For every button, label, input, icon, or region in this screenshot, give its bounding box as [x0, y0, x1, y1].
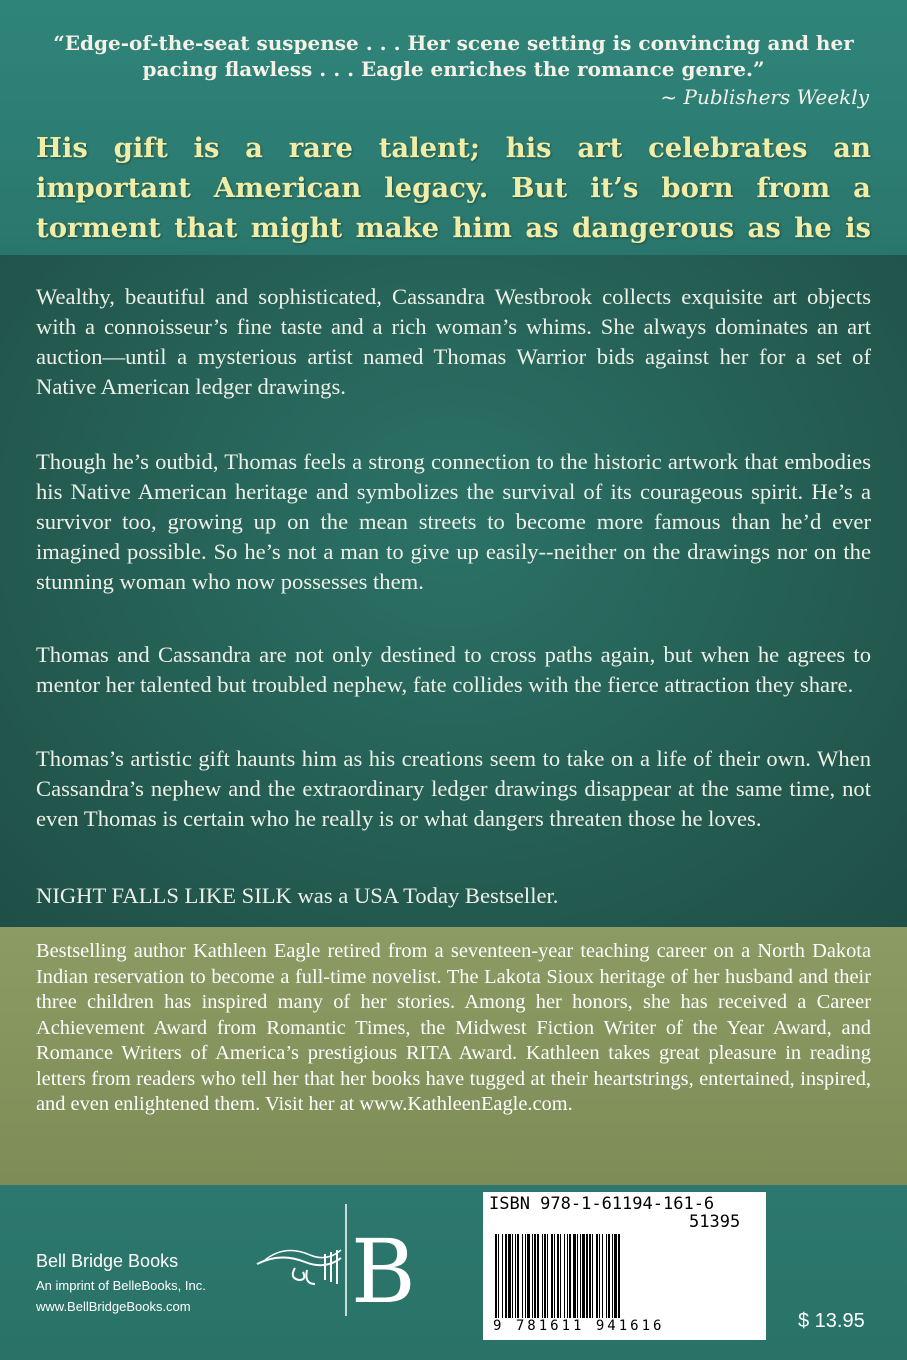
tagline: His gift is a rare talent; his art celebrates an important American legacy. But it’s born from a torment that might make him as dangerous as he is	[36, 132, 871, 244]
price-code: 51395	[689, 1212, 741, 1232]
publisher-name: Bell Bridge Books	[36, 1251, 179, 1271]
blurb-paragraph-3: Thomas and Cassandra are not only destined to cross paths again, but when he agrees to mentor her talented but troubled nephew, fate collides with the fierce attraction they share.	[36, 642, 871, 697]
review-quote: “Edge-of-the-seat suspense . . . Her scene setting is convincing and her pacing flawless . . . Eagle enriches the romance genre.”	[53, 31, 854, 81]
publisher-website: www.BellBridgeBooks.com	[36, 1299, 191, 1314]
bell-bridge-logo-icon	[255, 1200, 416, 1323]
blurb-paragraph-2: Though he’s outbid, Thomas feels a strong connection to the historic artwork that embodies his Native American heritage and symbolizes the survival of its courageous spirit. He’s a survivor too, growing up on the mean streets to become more famous than he’d ever imagined possible. So he’s not a man to give up easily--neither on the drawings nor on the stunning woman who now possesses them.	[36, 449, 871, 594]
barcode	[483, 1192, 766, 1340]
logo-letter: B	[351, 1220, 416, 1323]
price: $ 13.95	[798, 1310, 865, 1332]
publisher-band	[0, 1185, 907, 1360]
blurb-paragraph-1: Wealthy, beautiful and sophisticated, Cassandra Westbrook collects exquisite art objects with a connoisseur’s fine taste and a rich woman’s whims. She always dominates an art auction—until a mysterious artist named Thomas Warrior bids against her for a set of Native American ledger drawings.	[36, 284, 871, 399]
bestseller-note: NIGHT FALLS LIKE SILK was a USA Today Bestseller.	[36, 883, 559, 908]
author-bio: Bestselling author Kathleen Eagle retired from a seventeen-year teaching career on a North Dakota Indian reservation to become a full-time novelist. The Lakota Sioux heritage of her husband and their three children has inspired many of her stories. Among her honors, she has received a Career Achievement Award from Romantic Times, the Midwest Fiction Writer of the Year Award, and Romance Writers of America’s prestigious RITA Award. Kathleen takes great pleasure in reading letters from readers who tell her that her books have tugged at their heartstrings, entertained, inspired, and even enlightened them. Visit her at www.KathleenEagle.com.	[36, 940, 871, 1115]
barcode-digits: 9 781611 941616	[493, 1318, 665, 1334]
blurb-paragraph-4: Thomas’s artistic gift haunts him as his creations seem to take on a life of their own. When Cassandra’s nephew and the extraordinary ledger drawings disappear at the same time, not even Thomas is certain who he really is or what dangers threaten those he loves.	[36, 746, 871, 831]
barcode-bar	[618, 1234, 620, 1322]
quote-attribution: ~ Publishers Weekly	[660, 85, 869, 109]
barcode-bars	[495, 1234, 757, 1322]
publisher-imprint: An imprint of BelleBooks, Inc.	[36, 1278, 206, 1293]
isbn-label: ISBN 978-1-61194-161-6	[489, 1194, 715, 1214]
